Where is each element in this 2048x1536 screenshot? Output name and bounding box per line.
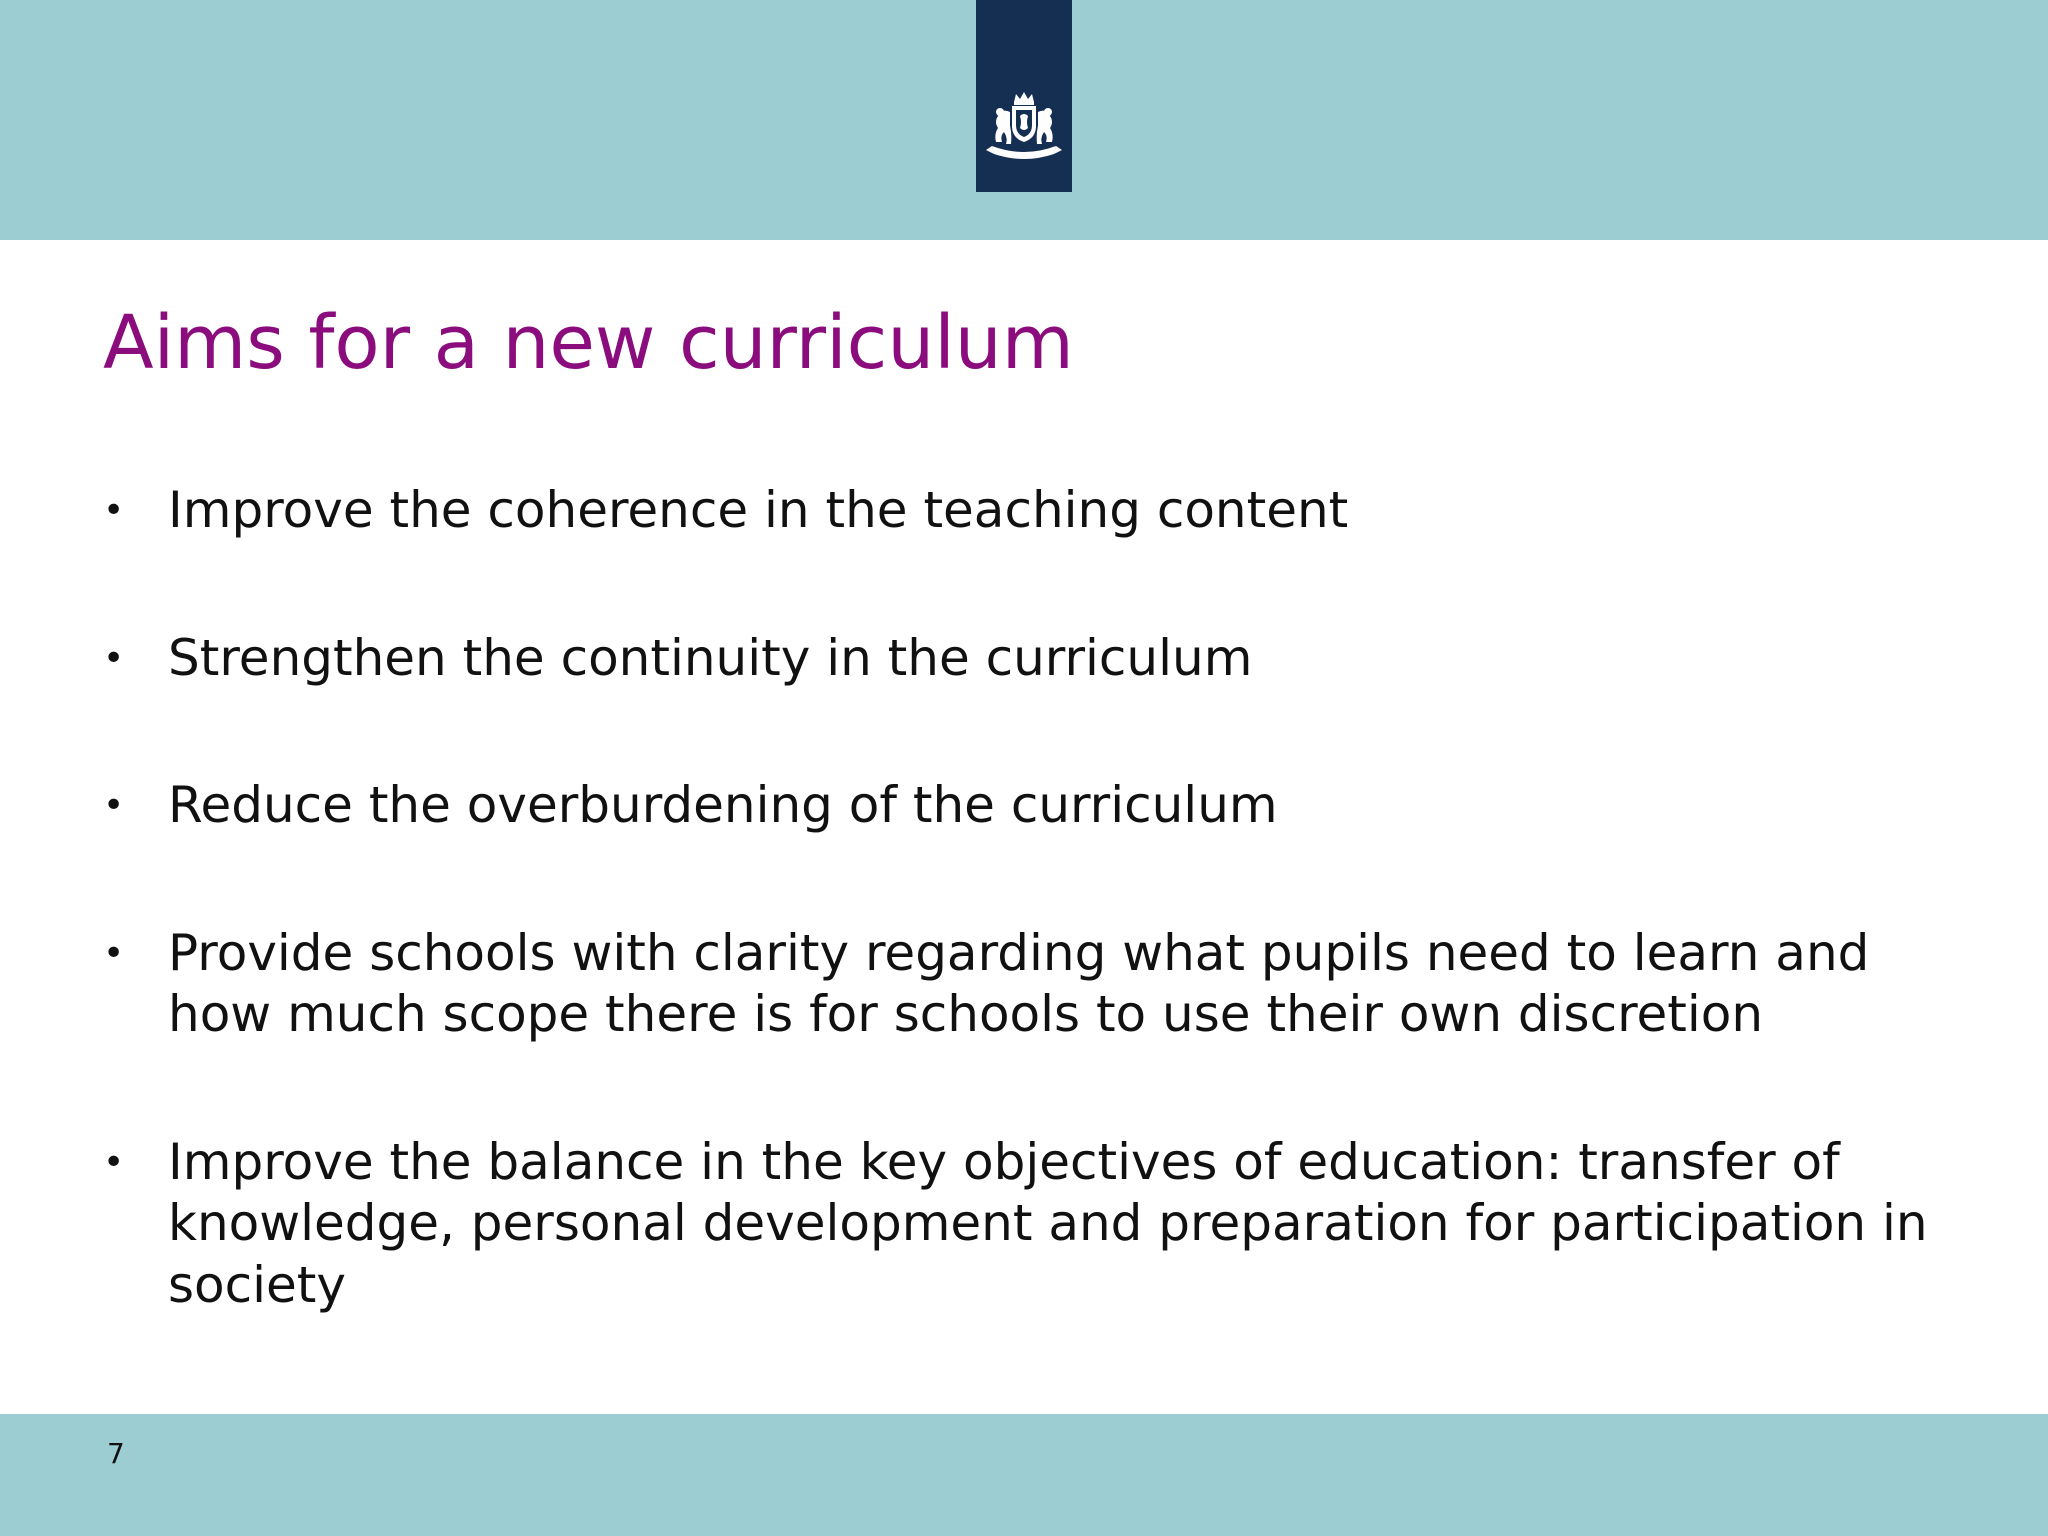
bullet-text: Provide schools with clarity regarding what pupils need to learn and how much scope there is for schools to use their own discretion <box>168 923 1870 1043</box>
page-number: 7 <box>107 1437 125 1470</box>
bullet-text: Reduce the overburdening of the curriculum <box>168 776 1278 834</box>
bullet-item-overburdening <box>103 775 1983 837</box>
government-logo <box>976 0 1072 192</box>
footer-band <box>0 1414 2048 1536</box>
bullet-text: Improve the coherence in the teaching content <box>168 481 1349 539</box>
bullet-marker: • <box>103 932 125 974</box>
coat-of-arms-icon <box>976 88 1072 168</box>
header-band <box>0 0 2048 240</box>
slide-title: Aims for a new curriculum <box>103 300 1074 386</box>
bullet-marker: • <box>103 785 125 826</box>
bullet-item-clarity <box>103 923 1983 1046</box>
bullet-text: Improve the balance in the key objectives of education: transfer of knowledge, personal development and preparation for participation in society <box>168 1132 1928 1314</box>
bullet-marker: • <box>103 1141 125 1183</box>
bullet-item-balance <box>103 1132 1983 1317</box>
bullet-marker: • <box>103 637 125 679</box>
bullet-item-coherence <box>103 480 1983 542</box>
bullet-item-continuity <box>103 628 1983 690</box>
bullet-list <box>103 480 1983 1316</box>
bullet-text: Strengthen the continuity in the curriculum <box>168 628 1253 687</box>
bullet-marker: • <box>103 490 125 531</box>
